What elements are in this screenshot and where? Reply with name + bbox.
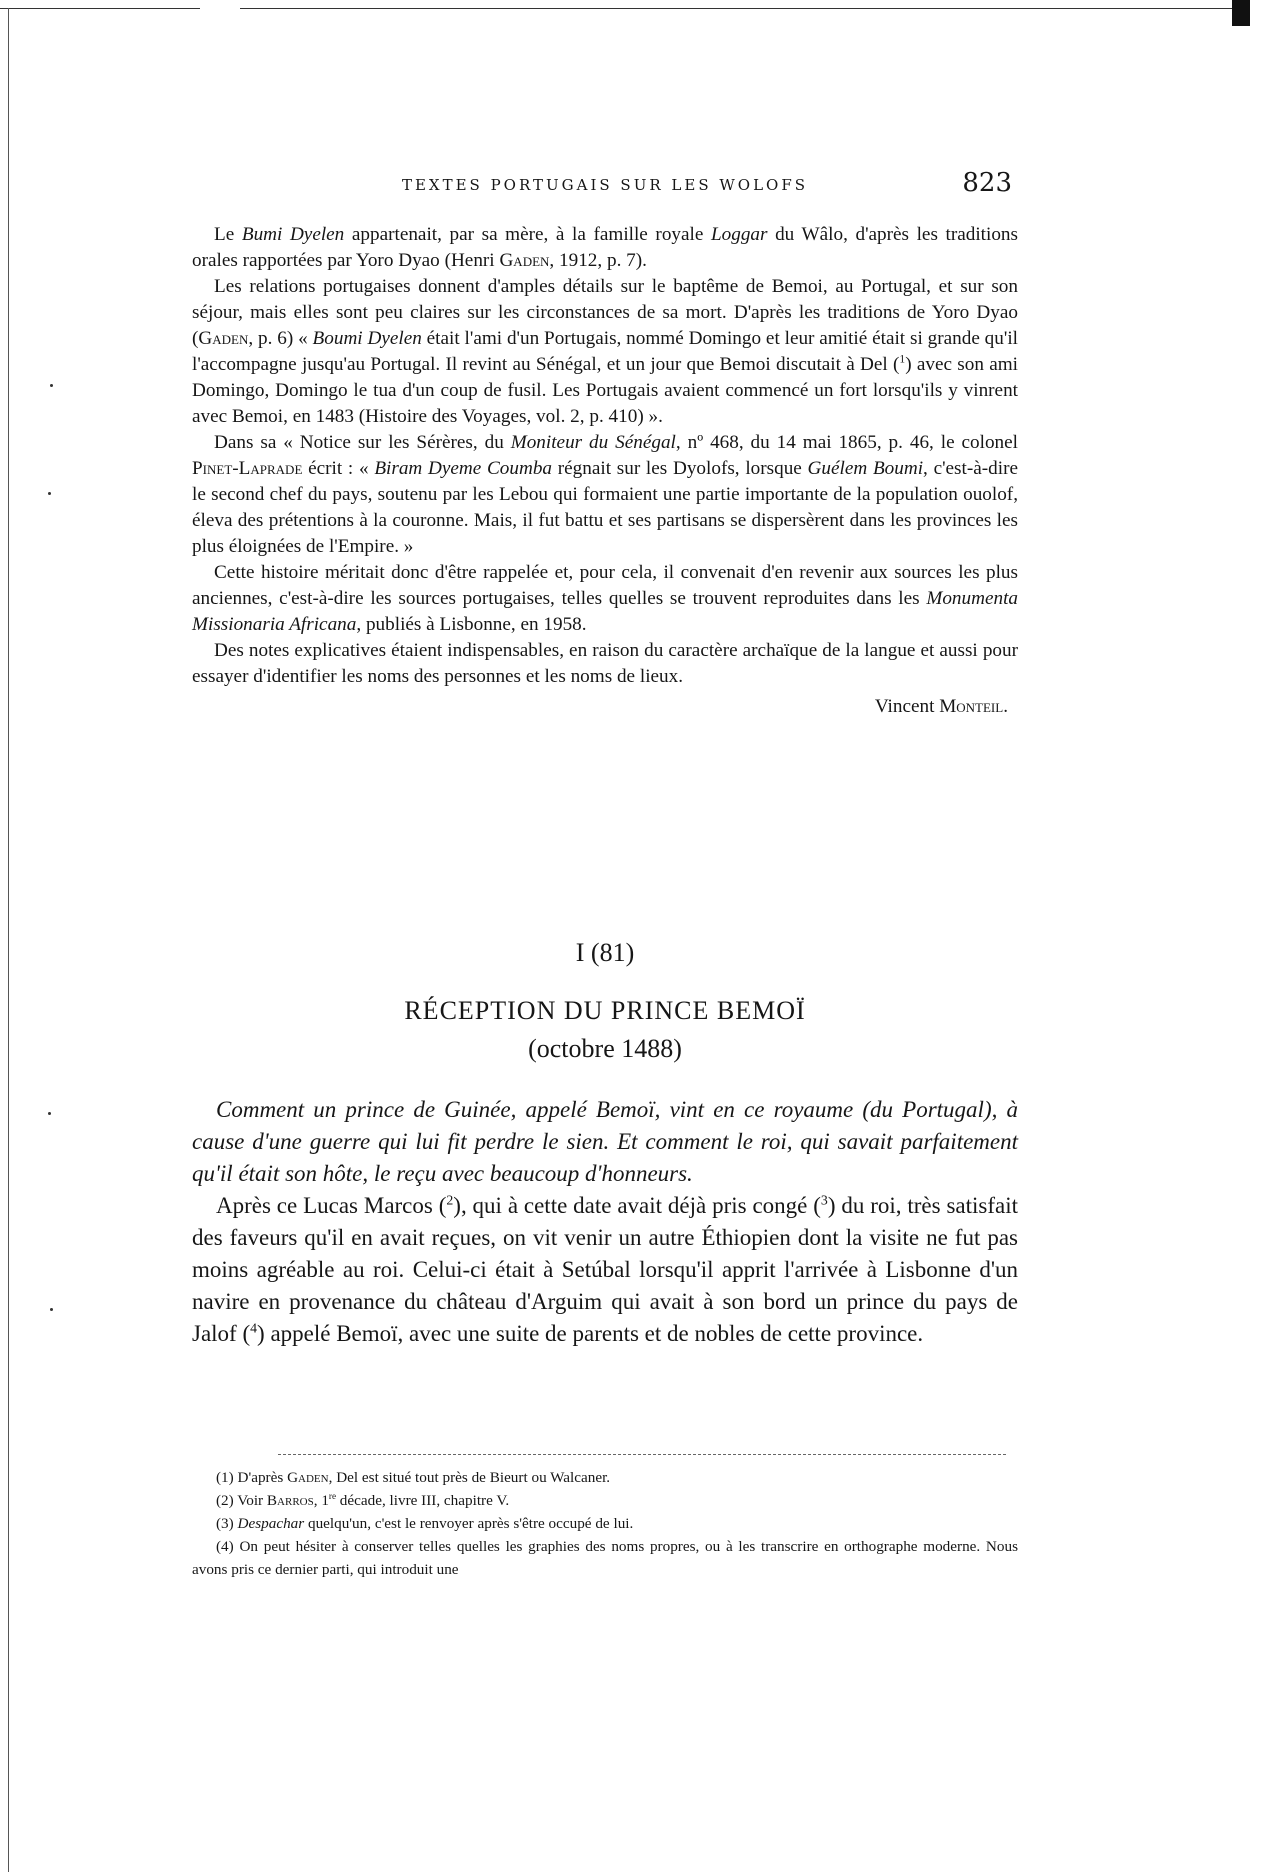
section-title: RÉCEPTION DU PRINCE BEMOÏ <box>404 996 806 1025</box>
chapter-summary: Comment un prince de Guinée, appelé Bemoï, vint en ce royaume (du Portugal), à cause d'une guerre qui lui fit perdre le sien. Et comment le roi, qui savait parfaitement qu'il était son hôte, le reçu avec beaucoup d'honneurs. <box>192 1097 1018 1186</box>
scan-edge-top <box>0 8 200 9</box>
section-number: I (81) <box>575 938 635 967</box>
footnote: (3) Despachar quelqu'un, c'est le renvoyer après s'être occupé de lui. <box>216 1515 634 1532</box>
footnote-rule <box>278 1454 1006 1455</box>
footnotes <box>192 1466 1018 1581</box>
main-paragraph: Après ce Lucas Marcos ($^2$), qui à cette date avait déjà pris congé ($^3$) du roi, très satisfait des faveurs qu'il en avait reçues, on vit venir un autre Éthiopien dont la visite ne fut pas moins agréable au roi. Celui-ci était à Setúbal lorsqu'il apprit l'arrivée à Lisbonne d'un navire en provenance du château d'Arguim qui avait à son bord un prince du pays de Jalof ($^4$) appelé Bemoï, avec une suite de parents et de nobles de cette province. <box>192 1192 1018 1346</box>
scan-edge-top <box>240 8 1240 9</box>
intro-note <box>192 222 1018 720</box>
footnote-ref: 4 <box>250 1320 258 1336</box>
scan-speck <box>50 384 53 387</box>
intro-paragraph: Les relations portugaises donnent d'amples détails sur le baptême de Bemoi, au Portugal, et sur son séjour, mais elles sont peu claires sur les circonstances de sa mort. D'après les traditions de Yoro Dyao (Gaden, p. 6) « Boumi Dyelen était l'ami d'un Portugais, nommé Domingo et leur amitié était si grande qu'il l'accompagne jusqu'au Portugal. Il revint au Sénégal, et un jour que Bemoi discutait à Del ($^1$) avec son ami Domingo, Domingo le tua d'un coup de fusil. Les Portugais avaient commencé un fort lorsqu'ils y vinrent avec Bemoi, en 1483 (Histoire des Voyages, vol. 2, p. 410) ». <box>192 276 1018 427</box>
scan-edge-left <box>8 8 9 1872</box>
intro-paragraph: Des notes explicatives étaient indispensables, en raison du caractère archaïque de la langue et aussi pour essayer d'identifier les noms des personnes et les noms de lieux. <box>192 640 1018 687</box>
running-head <box>192 168 1018 200</box>
footnote: (1) D'après Gaden, Del est situé tout près de Bieurt ou Walcaner. <box>216 1469 611 1486</box>
scan-speck <box>48 1112 51 1115</box>
footnote-ref: 1 <box>899 353 906 366</box>
intro-paragraph: Dans sa « Notice sur les Sérères, du Moniteur du Sénégal, nº 468, du 14 mai 1865, p. 46, le colonel Pinet-Laprade écrit : « Biram Dyeme Coumba régnait sur les Dyolofs, lorsque Guélem Boumi, c'est-à-dire le second chef du pays, soutenu par les Lebou qui formaient une partie importante de la population ouolof, éleva des prétentions à la couronne. Mais, il fut battu et ses partisans se dispersèrent dans les provinces les plus éloignées de l'Empire. » <box>192 432 1018 557</box>
signature: Vincent Monteil. <box>874 696 1008 717</box>
intro-paragraph: Le Bumi Dyelen appartenait, par sa mère, à la famille royale Loggar du Wâlo, d'après les traditions orales rapportées par Yoro Dyao (Henri Gaden, 1912, p. 7). <box>192 224 1018 271</box>
scan-corner-mark <box>1232 0 1250 26</box>
footnote-ref: 3 <box>820 1192 828 1208</box>
footnote: (4) On peut hésiter à conserver telles quelles les graphies des noms propres, ou à les transcrire en orthographe moderne. Nous avons pris ce dernier parti, qui introduit une <box>192 1538 1018 1578</box>
intro-paragraph: Cette histoire méritait donc d'être rappelée et, pour cela, il convenait d'en revenir aux sources les plus anciennes, c'est-à-dire les sources portugaises, telles quelles se trouvent reproduites dans les Monumenta Missionaria Africana, publiés à Lisbonne, en 1958. <box>192 562 1018 635</box>
page-number: 823 <box>962 168 1012 198</box>
running-title: TEXTES PORTUGAIS SUR LES WOLOFS <box>401 176 809 194</box>
scan-speck <box>50 1308 53 1311</box>
footnote: (2) Voir Barros, 1re décade, livre III, chapitre V. <box>216 1490 510 1509</box>
main-text <box>192 1094 1018 1350</box>
section-date: (octobre 1488) <box>528 1034 682 1063</box>
footnote-ref: 2 <box>446 1192 454 1208</box>
scan-speck <box>48 492 51 495</box>
